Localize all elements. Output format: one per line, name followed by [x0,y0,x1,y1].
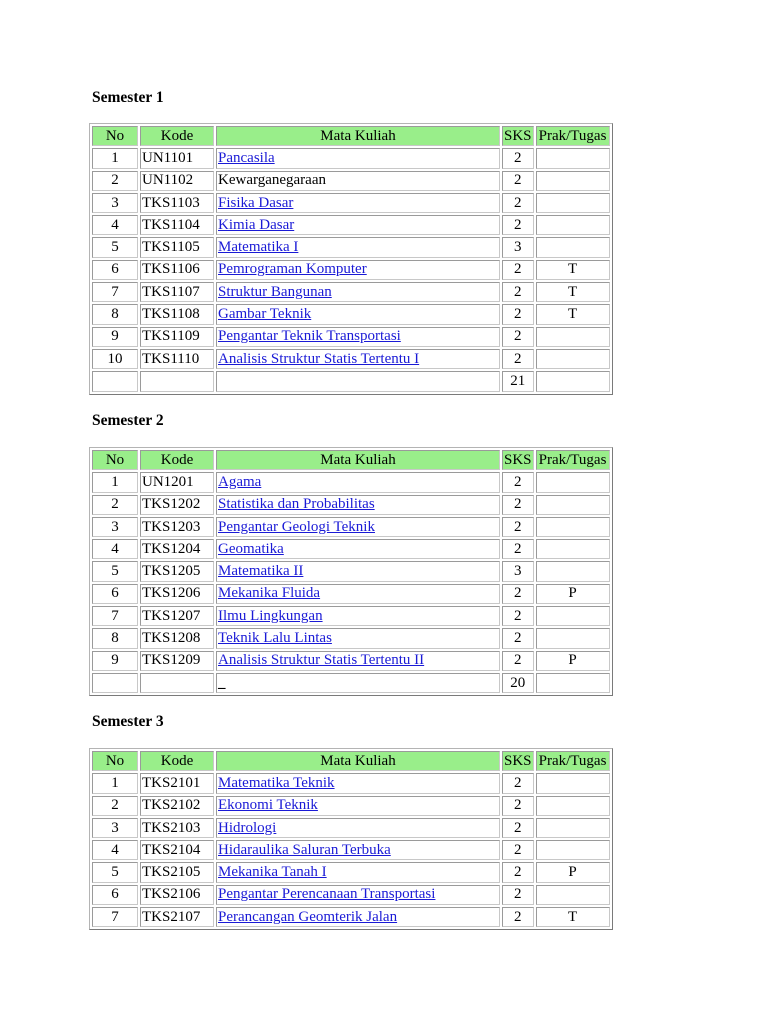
course-prak-tugas: P [536,862,610,882]
table-row [92,561,610,581]
total-no-empty [92,673,138,693]
row-no: 1 [92,773,138,793]
course-name-cell [216,260,500,280]
course-code: TKS1107 [140,282,214,302]
course-name-link[interactable]: Matematika Teknik [218,774,335,791]
course-code: UN1201 [140,472,214,492]
course-code: TKS1206 [140,584,214,604]
row-no: 9 [92,651,138,671]
course-prak-tugas [536,171,610,191]
table-row [92,651,610,671]
row-no: 3 [92,517,138,537]
course-sks: 2 [502,885,534,905]
course-prak-tugas [536,885,610,905]
row-no: 6 [92,260,138,280]
course-prak-tugas [536,840,610,860]
course-name-link[interactable]: Perancangan Geomterik Jalan [218,908,398,925]
course-name-link[interactable]: Agama [218,473,262,490]
row-no: 6 [92,584,138,604]
table-row [92,818,610,838]
table-row [92,584,610,604]
row-no: 4 [92,539,138,559]
row-no: 10 [92,349,138,369]
total-no-empty [92,371,138,391]
total-kode-empty [140,673,214,693]
course-code: TKS1204 [140,539,214,559]
total-row [92,673,610,693]
row-no: 6 [92,885,138,905]
row-no: 5 [92,237,138,257]
row-no: 3 [92,193,138,213]
course-sks: 2 [502,495,534,515]
course-name-cell [216,495,500,515]
table-row [92,148,610,168]
row-no: 8 [92,304,138,324]
course-sks: 2 [502,773,534,793]
semester-2-title: Semester 2 [92,412,164,429]
course-name-link[interactable]: Pengantar Perencanaan Transportasi [218,886,436,903]
course-prak-tugas [536,148,610,168]
course-sks: 2 [502,907,534,927]
total-sks: 21 [502,371,534,391]
table-row [92,840,610,860]
course-name-cell [216,561,500,581]
course-sks: 2 [502,628,534,648]
course-name-cell [216,840,500,860]
course-prak-tugas: T [536,260,610,280]
course-name-cell [216,885,500,905]
course-name-cell [216,651,500,671]
course-name-cell [216,171,500,191]
row-no: 3 [92,818,138,838]
course-name-link[interactable]: Mekanika Tanah I [218,864,327,881]
course-name-cell [216,327,500,347]
course-name-link[interactable]: Gambar Teknik [218,306,312,323]
course-prak-tugas: T [536,282,610,302]
table-row [92,193,610,213]
row-no: 7 [92,606,138,626]
course-code: TKS1205 [140,561,214,581]
col-header-mata-kuliah: Mata Kuliah [216,751,500,771]
total-mk-cell [216,673,500,693]
course-prak-tugas [536,193,610,213]
course-name-link[interactable]: Pengantar Geologi Teknik [218,518,375,535]
course-code: TKS2101 [140,773,214,793]
course-name-link[interactable]: Matematika I [218,239,299,256]
course-name-text: Kewarganegaraan [218,172,326,189]
semester-3-table [89,748,613,930]
col-header-kode: Kode [140,751,214,771]
total-mk-cell [216,371,500,391]
course-name-cell [216,606,500,626]
table-row [92,327,610,347]
course-sks: 2 [502,327,534,347]
semester-1-title: Semester 1 [92,89,164,106]
table-row [92,215,610,235]
col-header-sks: SKS [502,450,534,470]
course-code: TKS1103 [140,193,214,213]
course-code: TKS1207 [140,606,214,626]
header-row [92,450,610,470]
course-code: TKS2105 [140,862,214,882]
course-prak-tugas: P [536,584,610,604]
course-code: TKS2107 [140,907,214,927]
header-row [92,751,610,771]
table-row [92,282,610,302]
table-row [92,472,610,492]
col-header-no: No [92,126,138,146]
course-name-link[interactable]: Pancasila [218,149,275,166]
table-row [92,171,610,191]
course-name-link[interactable]: Hidaraulika Saluran Terbuka [218,841,391,858]
row-no: 5 [92,862,138,882]
col-header-no: No [92,751,138,771]
course-prak-tugas [536,773,610,793]
row-no: 4 [92,215,138,235]
course-sks: 2 [502,282,534,302]
course-code: TKS1106 [140,260,214,280]
course-name-link[interactable]: Mekanika Fluida [218,585,321,602]
course-name-cell [216,862,500,882]
course-prak-tugas [536,327,610,347]
course-name-cell [216,818,500,838]
course-name-link[interactable]: Matematika II [218,563,304,580]
course-code: TKS1208 [140,628,214,648]
course-prak-tugas [536,539,610,559]
course-sks: 2 [502,517,534,537]
row-no: 2 [92,796,138,816]
course-sks: 2 [502,606,534,626]
course-sks: 3 [502,237,534,257]
row-no: 5 [92,561,138,581]
course-prak-tugas: P [536,651,610,671]
course-name-cell [216,193,500,213]
course-code: TKS1202 [140,495,214,515]
semester-3-title: Semester 3 [92,713,164,730]
col-header-prak-tugas: Prak/Tugas [536,126,610,146]
course-code: TKS1209 [140,651,214,671]
course-prak-tugas [536,237,610,257]
header-row [92,126,610,146]
table-row [92,517,610,537]
table-row [92,495,610,515]
table-row [92,260,610,280]
row-no: 1 [92,148,138,168]
course-name-cell [216,773,500,793]
course-sks: 2 [502,796,534,816]
course-sks: 2 [502,260,534,280]
course-name-cell [216,539,500,559]
course-code: TKS1203 [140,517,214,537]
course-code: TKS2104 [140,840,214,860]
course-sks: 2 [502,840,534,860]
course-code: TKS1109 [140,327,214,347]
table-row [92,862,610,882]
course-name-cell [216,517,500,537]
course-name-link[interactable]: Geomatika [218,540,284,557]
col-header-kode: Kode [140,126,214,146]
course-sks: 2 [502,651,534,671]
col-header-kode: Kode [140,450,214,470]
course-prak-tugas [536,472,610,492]
course-name-link[interactable]: Ekonomi Teknik [218,797,318,814]
semester-2-table [89,447,613,696]
course-name-link[interactable]: Struktur Bangunan [218,283,332,300]
course-sks: 2 [502,215,534,235]
course-sks: 3 [502,561,534,581]
course-name-cell [216,237,500,257]
course-name-link[interactable]: Pemrograman Komputer [218,261,367,278]
course-name-cell [216,304,500,324]
course-name-cell [216,349,500,369]
total-sks: 20 [502,673,534,693]
course-name-link[interactable]: Hidrologi [218,819,277,836]
row-no: 9 [92,327,138,347]
course-code: TKS1105 [140,237,214,257]
course-name-link[interactable]: Analisis Struktur Statis Tertentu II [218,652,425,669]
semester-1-table [89,123,613,395]
course-name-cell [216,907,500,927]
course-prak-tugas: T [536,304,610,324]
course-code: TKS1108 [140,304,214,324]
course-prak-tugas [536,628,610,648]
course-sks: 2 [502,862,534,882]
course-prak-tugas [536,796,610,816]
course-sks: 2 [502,472,534,492]
empty-link[interactable]: _ [218,674,226,691]
table-row [92,773,610,793]
course-code: TKS1110 [140,349,214,369]
table-row [92,539,610,559]
total-pt-empty [536,673,610,693]
course-code: TKS2102 [140,796,214,816]
course-prak-tugas [536,495,610,515]
course-prak-tugas [536,818,610,838]
course-sks: 2 [502,193,534,213]
table-row [92,237,610,257]
row-no: 2 [92,495,138,515]
course-code: TKS1104 [140,215,214,235]
course-prak-tugas [536,561,610,581]
course-name-cell [216,472,500,492]
total-kode-empty [140,371,214,391]
col-header-sks: SKS [502,751,534,771]
course-prak-tugas [536,215,610,235]
course-name-cell [216,282,500,302]
course-sks: 2 [502,304,534,324]
col-header-prak-tugas: Prak/Tugas [536,450,610,470]
course-name-cell [216,148,500,168]
course-sks: 2 [502,148,534,168]
course-sks: 2 [502,818,534,838]
table-row [92,304,610,324]
col-header-mata-kuliah: Mata Kuliah [216,126,500,146]
course-name-cell [216,628,500,648]
total-pt-empty [536,371,610,391]
course-name-cell [216,796,500,816]
course-name-link[interactable]: Teknik Lalu Lintas [218,630,332,647]
col-header-mata-kuliah: Mata Kuliah [216,450,500,470]
course-code: TKS2103 [140,818,214,838]
row-no: 7 [92,907,138,927]
course-prak-tugas: T [536,907,610,927]
course-prak-tugas [536,517,610,537]
course-name-link[interactable]: Analisis Struktur Statis Tertentu I [218,350,420,367]
course-code: UN1101 [140,148,214,168]
course-prak-tugas [536,349,610,369]
row-no: 4 [92,840,138,860]
table-row [92,796,610,816]
course-sks: 2 [502,539,534,559]
course-name-link[interactable]: Pengantar Teknik Transportasi [218,328,401,345]
row-no: 7 [92,282,138,302]
course-sks: 2 [502,349,534,369]
col-header-prak-tugas: Prak/Tugas [536,751,610,771]
table-row [92,349,610,369]
course-name-link[interactable]: Statistika dan Probabilitas [218,496,375,513]
col-header-sks: SKS [502,126,534,146]
course-sks: 2 [502,584,534,604]
course-code: TKS2106 [140,885,214,905]
table-row [92,628,610,648]
table-row [92,907,610,927]
course-prak-tugas [536,606,610,626]
row-no: 2 [92,171,138,191]
col-header-no: No [92,450,138,470]
total-row [92,371,610,391]
course-name-link[interactable]: Kimia Dasar [218,216,295,233]
course-name-cell [216,215,500,235]
course-name-link[interactable]: Ilmu Lingkungan [218,607,323,624]
course-name-link[interactable]: Fisika Dasar [218,194,294,211]
course-sks: 2 [502,171,534,191]
course-name-cell [216,584,500,604]
table-row [92,606,610,626]
course-code: UN1102 [140,171,214,191]
row-no: 1 [92,472,138,492]
row-no: 8 [92,628,138,648]
table-row [92,885,610,905]
